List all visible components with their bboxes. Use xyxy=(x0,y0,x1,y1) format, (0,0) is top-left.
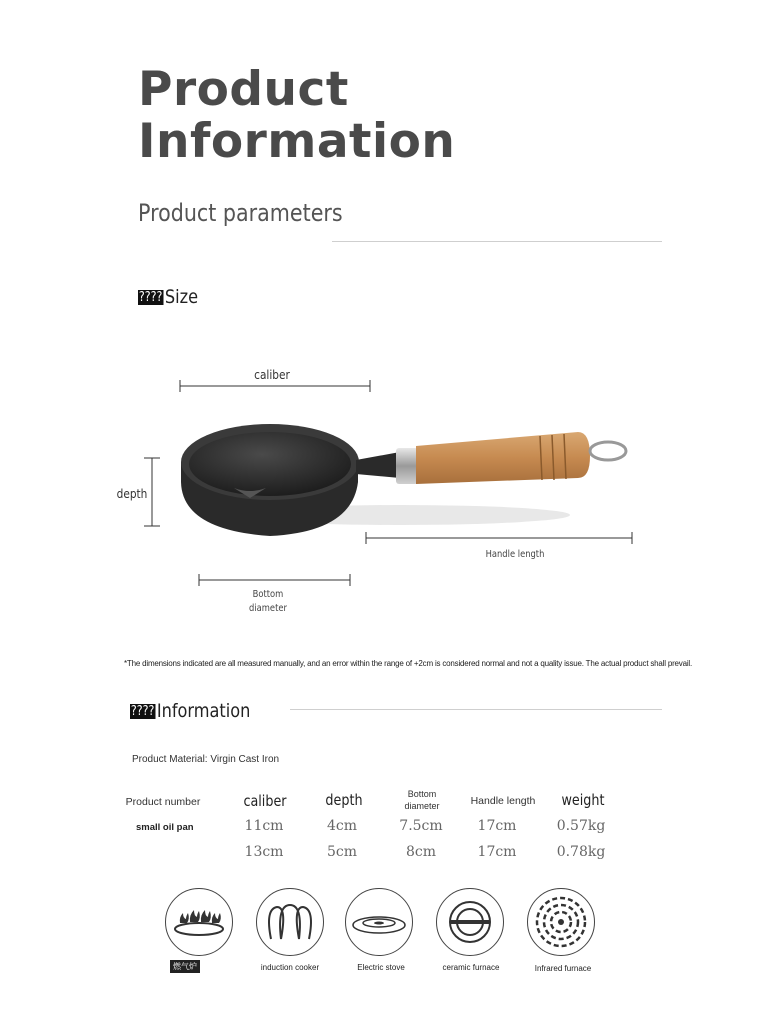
header-depth: depth xyxy=(325,791,363,809)
handle-length-label: Handle length xyxy=(485,549,545,560)
information-section-title xyxy=(130,700,250,722)
bottom-diameter-label-line-2: diameter xyxy=(249,603,287,614)
pan-interior xyxy=(189,432,351,496)
product-name: small oil pan xyxy=(136,822,194,833)
caliber-label: caliber xyxy=(254,368,290,382)
size-title-text: Size xyxy=(164,286,199,308)
information-divider xyxy=(290,709,662,710)
section-subtitle: Product parameters xyxy=(138,199,343,227)
hanging-ring xyxy=(590,442,626,460)
size-section-title xyxy=(138,286,198,308)
page-title xyxy=(138,64,455,168)
header-bottom-line-1: Bottom xyxy=(407,789,437,799)
placeholder-glyphs: ???? xyxy=(138,290,163,305)
header-bottom-diameter xyxy=(382,788,462,812)
product-material: Product Material: Virgin Cast Iron xyxy=(132,754,280,765)
title-line-1: Product xyxy=(138,62,349,117)
bottom-diameter-label-line-1: Bottom xyxy=(252,589,284,600)
cell-handle: 17cm xyxy=(477,844,517,860)
measurement-note: *The dimensions indicated are all measured manually, and an error within the range of +2cm is considered normal and not a quality issue. The actual product shall prevail. xyxy=(124,659,693,668)
table-row xyxy=(0,844,768,862)
cell-caliber: 13cm xyxy=(244,844,284,860)
induction-cooker-icon xyxy=(256,888,324,956)
electric-stove-label: Electric stove xyxy=(357,963,405,972)
bottom-diameter-dimension-line xyxy=(199,574,350,586)
cell-weight: 0.57kg xyxy=(556,818,606,834)
header-caliber: caliber xyxy=(243,792,287,810)
bottom-diameter-label xyxy=(233,588,303,616)
cell-caliber: 11cm xyxy=(244,818,284,834)
header-weight: weight xyxy=(561,791,605,809)
cell-weight: 0.78kg xyxy=(556,844,606,860)
subtitle-divider xyxy=(332,241,662,242)
infrared-furnace-label: Infrared furnace xyxy=(534,964,592,973)
placeholder-glyphs: ???? xyxy=(130,704,155,719)
induction-cooker-label: induction cooker xyxy=(260,963,320,972)
handle-length-dimension-line xyxy=(366,532,632,544)
ceramic-furnace-icon xyxy=(436,888,504,956)
cell-bottom: 7.5cm xyxy=(399,818,443,834)
cell-depth: 4cm xyxy=(326,818,358,834)
header-handle-length: Handle length xyxy=(470,795,536,807)
information-title-text: Information xyxy=(156,700,251,722)
cell-handle: 17cm xyxy=(477,818,517,834)
table-row xyxy=(0,818,768,836)
handle-ferrule xyxy=(396,448,418,484)
gas-stove-label: 燃气炉 xyxy=(170,960,200,973)
gas-stove-icon xyxy=(165,888,233,956)
pan-illustration xyxy=(100,360,660,630)
cell-depth: 5cm xyxy=(326,844,358,860)
depth-label: depth xyxy=(116,487,148,501)
electric-stove-icon xyxy=(345,888,413,956)
ceramic-furnace-label: ceramic furnace xyxy=(442,963,500,972)
handle-connector xyxy=(356,452,400,478)
title-line-2: Information xyxy=(138,114,456,169)
header-product-number: Product number xyxy=(125,796,201,808)
infrared-furnace-icon xyxy=(527,888,595,956)
header-bottom-line-2: diameter xyxy=(404,801,440,811)
cell-bottom: 8cm xyxy=(405,844,437,860)
